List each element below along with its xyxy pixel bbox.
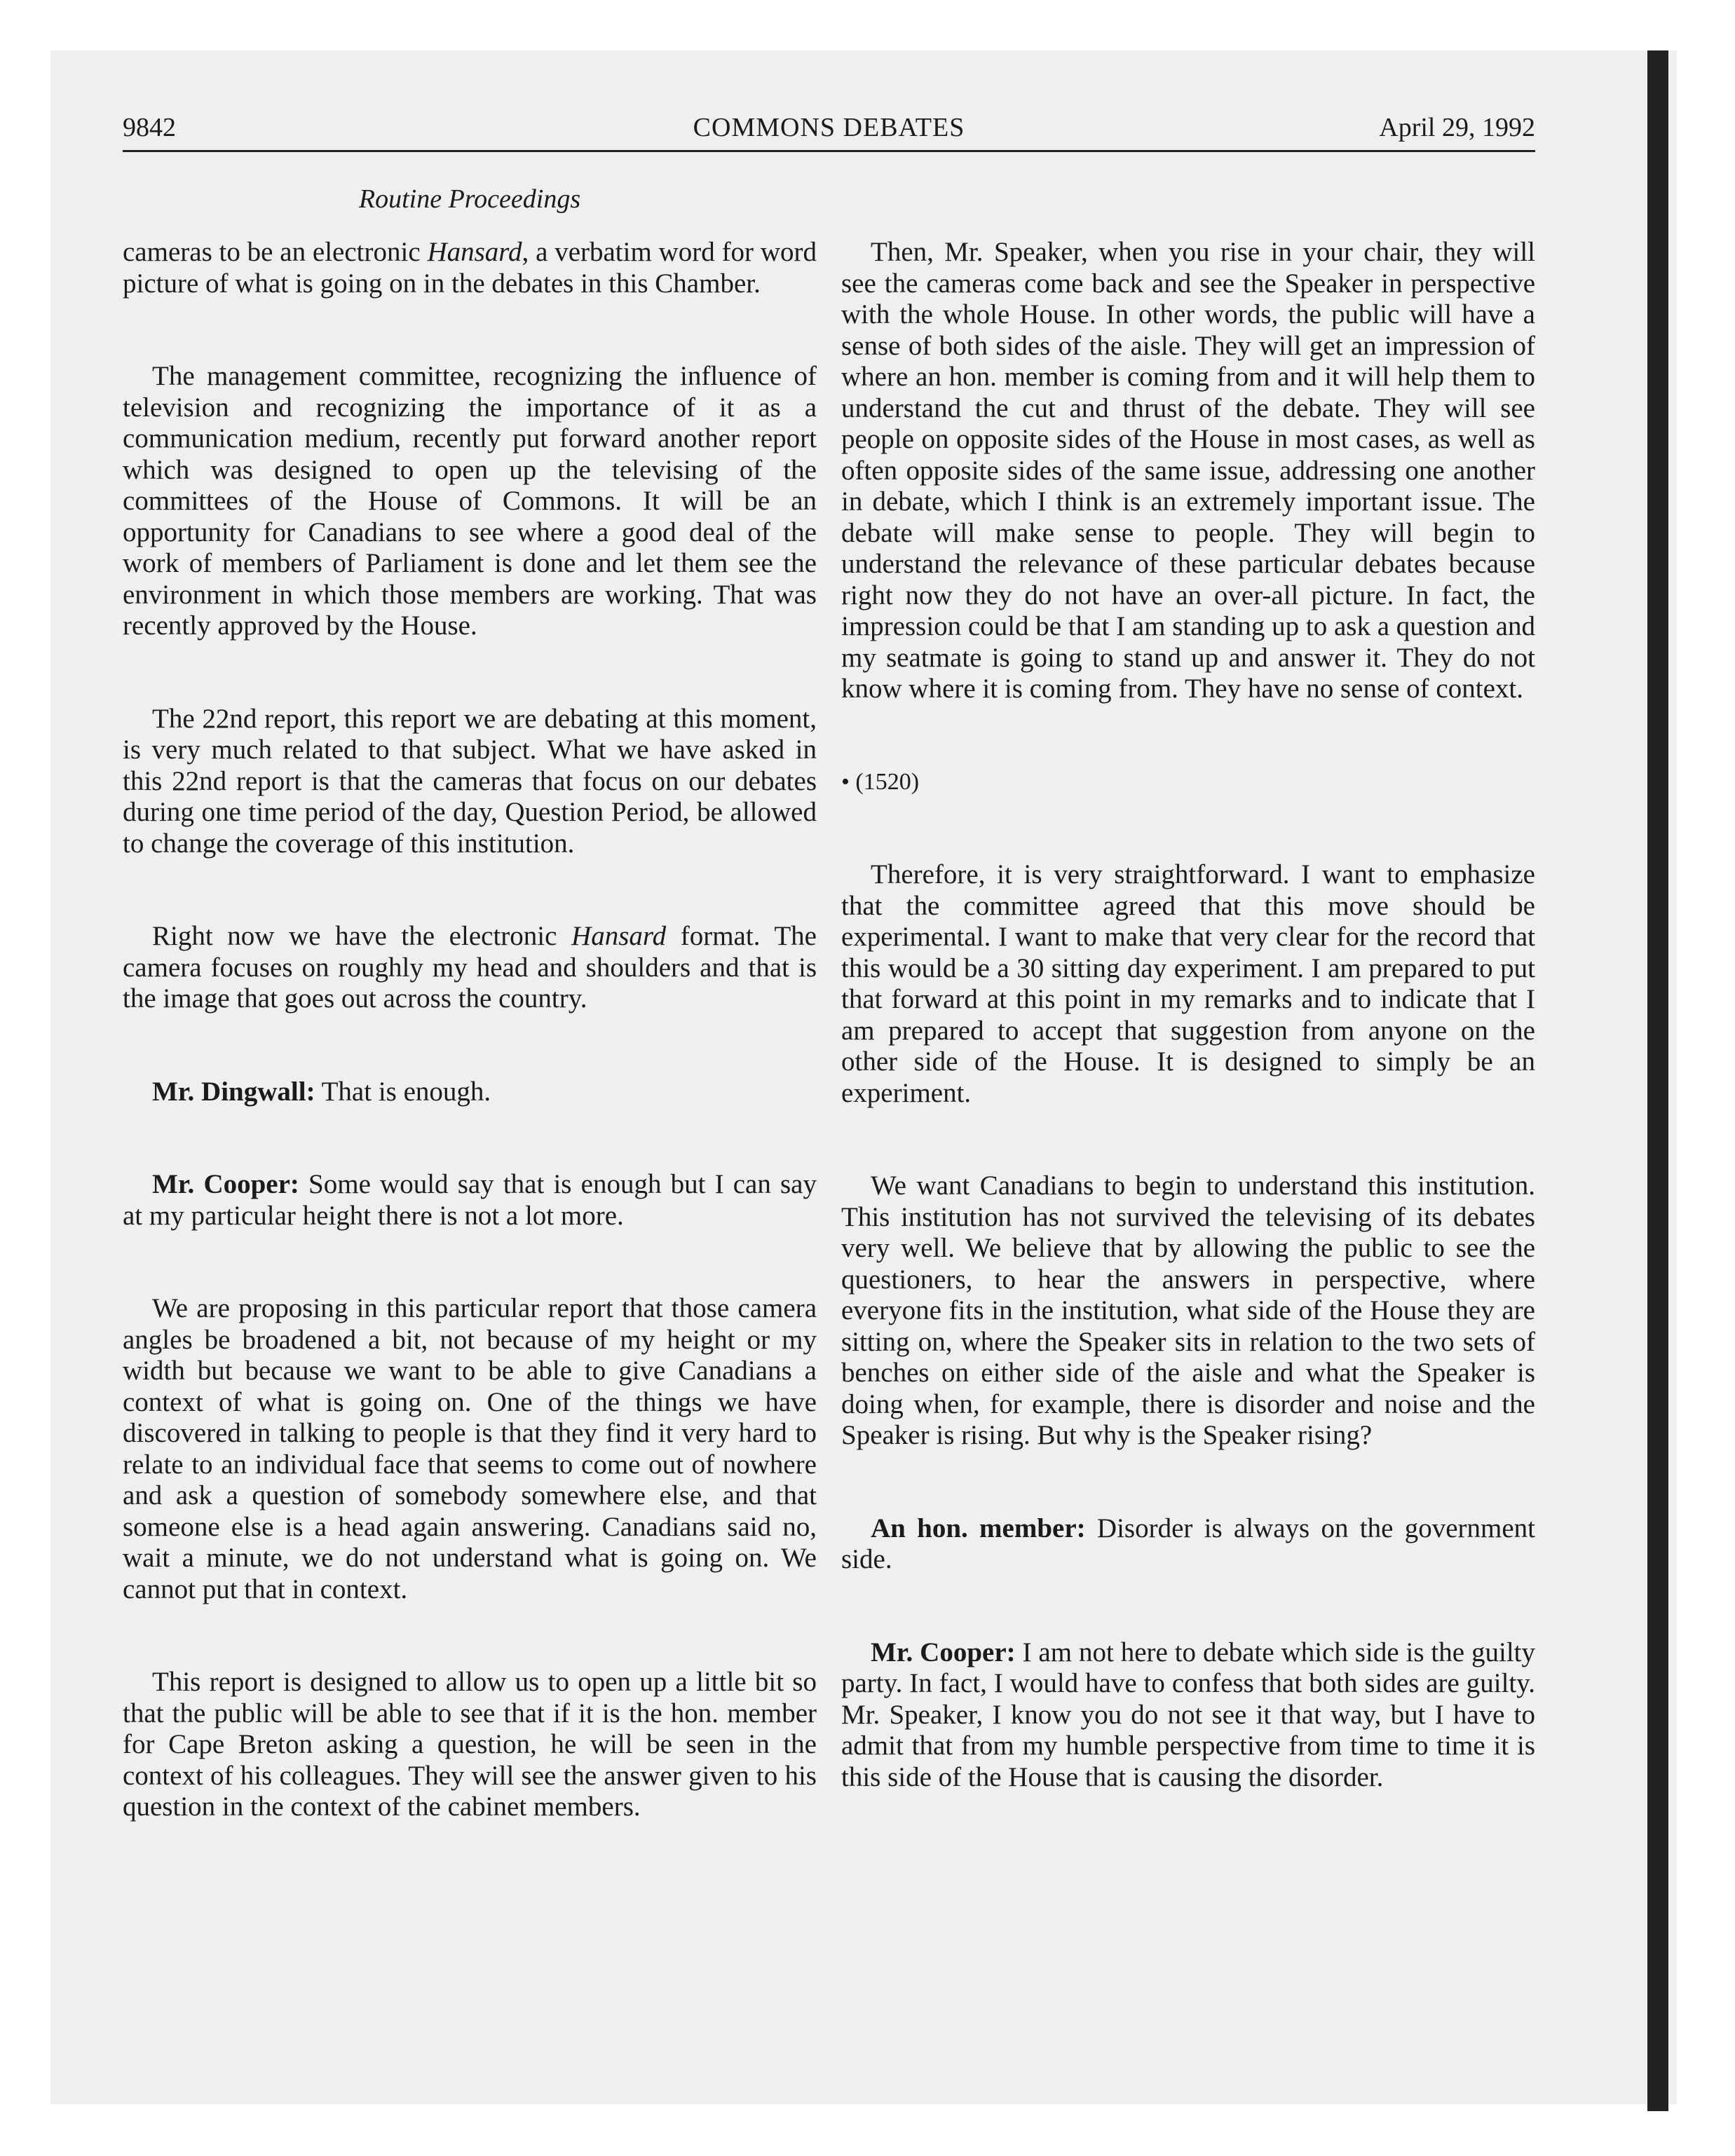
right-column xyxy=(841,237,1535,1793)
speaker-intervention: Mr. Dingwall: That is enough. xyxy=(152,1076,491,1107)
speaker-intervention: Mr. Cooper: Some would say that is enough but I can say at my particular height there is not a lot more. xyxy=(123,1169,817,1231)
paragraph: The 22nd report, this report we are debating at this moment, is very much related to that subject. What we have asked in this 22nd report is that the cameras that focus on our debates during one time period of the day, Question Period, be allowed to change the coverage of this institution. xyxy=(123,703,817,859)
speaker-intervention: An hon. member: Disorder is always on the government side. xyxy=(841,1513,1535,1574)
speaker-name: An hon. member: xyxy=(871,1513,1086,1543)
left-column xyxy=(123,237,817,1823)
paragraph: Then, Mr. Speaker, when you rise in your chair, they will see the cameras come back and see the Speaker in perspective with the whole House. In other words, the public will have a sense of both sides of the aisle. They will get an impression of where an hon. member is coming from and it will help them to understand the cut and thrust of the debate. They will see people on opposite sides of the House in most cases, as well as often opposite sides of the same issue, addressing one another in debate, which I think is an extremely important issue. The debate will make sense to people. They will begin to understand the relevance of these particular debates because right now they do not have an over-all picture. In fact, the impression could be that I am standing up to ask a question and my seatmate is going to stand up and answer it. They do not know where it is coming from. They have no sense of context. xyxy=(841,237,1535,704)
speaker-name: Mr. Dingwall: xyxy=(152,1076,315,1107)
time-marker: • (1520) xyxy=(841,768,920,795)
paragraph: cameras to be an electronic Hansard, a verbatim word for word picture of what is going on in the debates in this Chamber. xyxy=(123,237,817,299)
paragraph: Right now we have the electronic Hansard format. The camera focuses on roughly my head and shoulders and that is the image that goes out across the country. xyxy=(123,921,817,1014)
paragraph: Therefore, it is very straightforward. I want to emphasize that the committee agreed that this move should be experimental. I want to make that very clear for the record that this would be a 30 sitting day experiment. I am prepared to put that forward at this point in my remarks and to indicate that I am prepared to accept that suggestion from anyone on the other side of the House. It is designed to simply be an experiment. xyxy=(841,859,1535,1108)
speaker-intervention: Mr. Cooper: I am not here to debate which side is the guilty party. In fact, I would have to confess that both sides are guilty. Mr. Speaker, I know you do not see it that way, but I have to admit that from my humble perspective from time to time it is this side of the House that is causing the disorder. xyxy=(841,1637,1535,1792)
paragraph: We want Canadians to begin to understand this institution. This institution has not survived the televising of its debates very well. We believe that by allowing the public to see the questioners, to hear the answers in perspective, where everyone fits in the institution, what side of the House they are sitting on, where the Speaker sits in relation to the two sets of benches on either side of the aisle and what the Speaker is doing when, for example, there is disorder and noise and the Speaker is rising. But why is the Speaker rising? xyxy=(841,1171,1535,1450)
speaker-name: Mr. Cooper: xyxy=(152,1169,299,1199)
page-header xyxy=(123,112,1535,154)
publication-title: COMMONS DEBATES xyxy=(693,113,965,142)
paragraph: This report is designed to allow us to open up a little bit so that the public will be able to see that if it is the hon. member for Cape Breton asking a question, he will be seen in the context of his colleagues. They will see the answer given to his question in the context of the cabinet members. xyxy=(123,1667,817,1822)
header-rule xyxy=(123,150,1535,152)
publication-date: April 29, 1992 xyxy=(1379,113,1535,142)
scan-edge-shadow xyxy=(1647,50,1668,2111)
paragraph: We are proposing in this particular report that those camera angles be broadened a bit, not because of my height or my width but because we want to be able to give Canadians a context of what is going on. One of the things we have discovered in talking to people is that they find it very hard to relate to an individual face that seems to come out of nowhere and ask a question of somebody somewhere else, and that someone else is a head again answering. Canadians said no, wait a minute, we do not understand what is going on. We cannot put that in context. xyxy=(123,1293,817,1604)
page-number: 9842 xyxy=(123,113,176,142)
section-heading: Routine Proceedings xyxy=(358,184,581,214)
paragraph: The management committee, recognizing the influence of television and recognizing the importance of it as a communication medium, recently put forward another report which was designed to open up the televising of the committees of the House of Commons. It will be an opportunity for Canadians to see where a good deal of the work of members of Parliament is done and let them see the environment in which those members are working. That was recently approved by the House. xyxy=(123,361,817,641)
speaker-name: Mr. Cooper: xyxy=(871,1637,1016,1667)
